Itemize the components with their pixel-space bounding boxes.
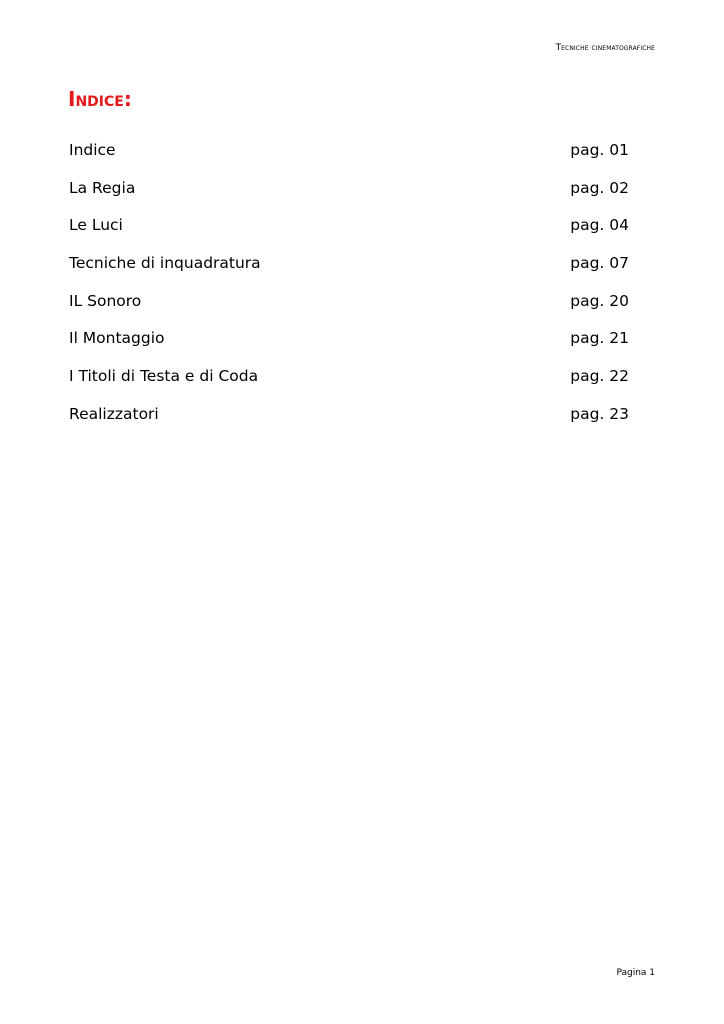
toc-entry-label: I Titoli di Testa e di Coda [69, 367, 259, 386]
toc-entry [69, 179, 629, 217]
page-number-footer: Pagina 1 [616, 968, 655, 978]
toc-entry-label: Tecniche di inquadratura [69, 254, 261, 273]
toc-entry [69, 216, 629, 254]
toc-entry-page: pag. 23 [570, 404, 629, 423]
toc-entry-label: Il Montaggio [69, 329, 165, 348]
toc-entry [69, 292, 629, 330]
toc-entry-page: pag. 07 [570, 254, 629, 273]
toc-entry-page: pag. 04 [570, 216, 629, 235]
toc-entry [69, 254, 629, 292]
toc-title: Indice: [68, 87, 132, 111]
toc-entry [69, 405, 629, 443]
toc-entry-label: Le Luci [69, 216, 123, 235]
toc-entry-label: Indice [69, 141, 116, 159]
toc-entry-page: pag. 21 [570, 329, 629, 348]
running-header: Tecniche cinematografiche [555, 43, 655, 53]
toc-list [69, 141, 629, 443]
toc-entry-page: pag. 01 [570, 141, 629, 159]
toc-entry [69, 141, 629, 179]
toc-entry-label: Realizzatori [69, 404, 159, 423]
toc-entry-label: La Regia [69, 178, 136, 197]
toc-entry [69, 367, 629, 405]
toc-entry-label: IL Sonoro [69, 291, 142, 310]
toc-entry-page: pag. 22 [570, 367, 629, 386]
toc-entry-page: pag. 20 [570, 291, 629, 310]
toc-entry-page: pag. 02 [570, 178, 629, 197]
toc-entry [69, 329, 629, 367]
